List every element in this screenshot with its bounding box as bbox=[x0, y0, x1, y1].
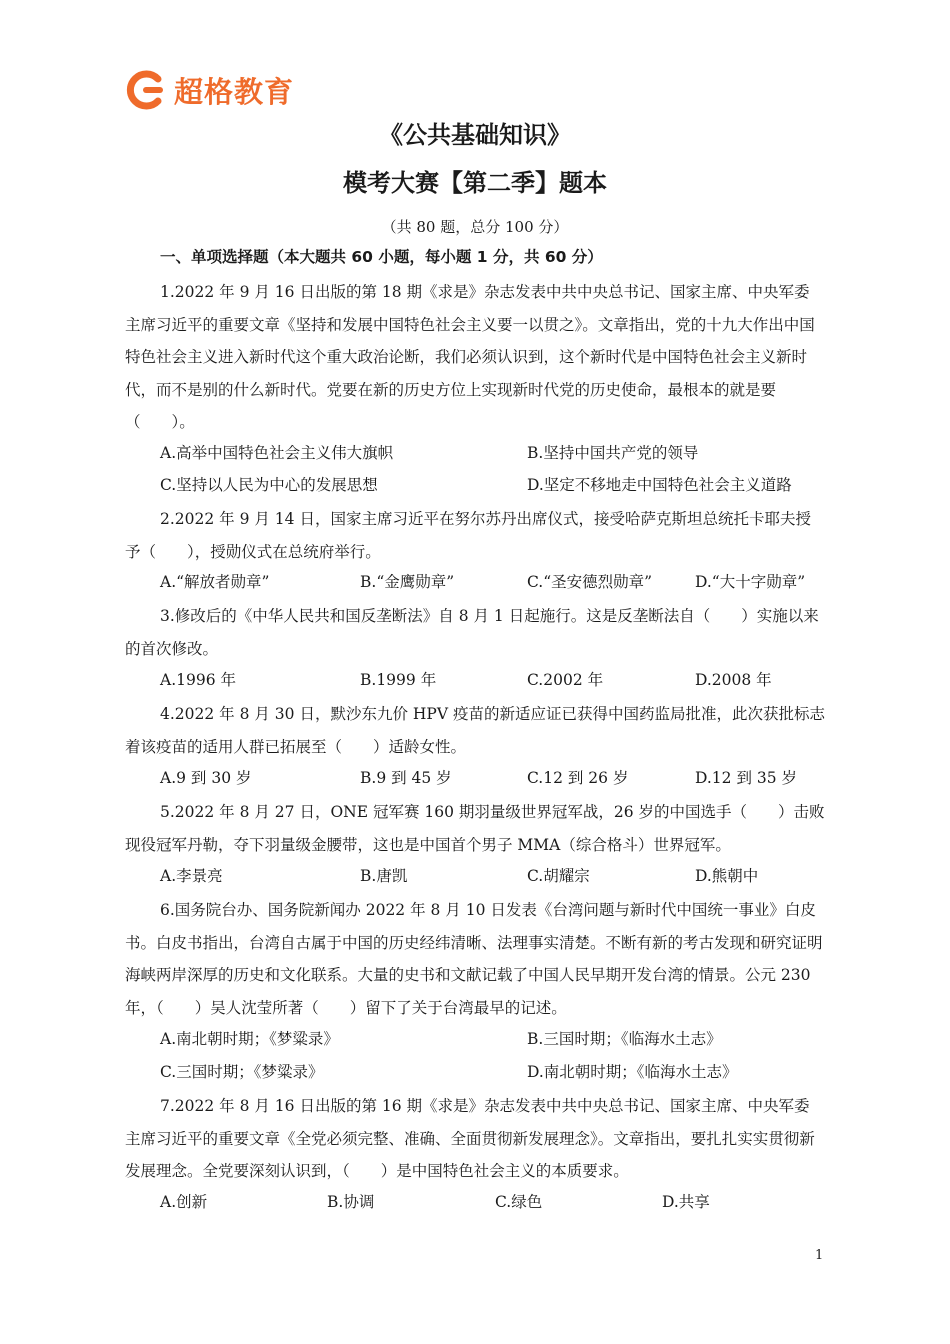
options-row bbox=[160, 861, 840, 891]
question-stem: 4.2022 年 8 月 30 日，默沙东九价 HPV 疫苗的新适应证已获得中国药监局批准，此次获批标志着该疫苗的适用人群已拓展至（ ）适龄女性。 bbox=[125, 705, 825, 756]
option-a: A.高举中国特色社会主义伟大旗帜 bbox=[160, 444, 394, 462]
page-number: 1 bbox=[815, 1248, 824, 1263]
brand-logo bbox=[124, 66, 294, 114]
option-c: C.绿色 bbox=[495, 1193, 543, 1211]
exam-total: （共 80 题，总分 100 分） bbox=[381, 218, 569, 236]
question-4 bbox=[125, 698, 825, 763]
question-3 bbox=[125, 600, 825, 665]
option-d: D.熊朝中 bbox=[695, 867, 759, 885]
brand-name: 超格教育 bbox=[174, 74, 295, 109]
option-d: D.“大十字勋章” bbox=[695, 573, 806, 591]
section-heading: 一、单项选择题（本大题共 60 小题，每小题 1 分，共 60 分） bbox=[160, 248, 603, 266]
option-b: B.协调 bbox=[327, 1193, 375, 1211]
question-stem: 1.2022 年 9 月 16 日出版的第 18 期《求是》杂志发表中共中央总书记、国家主席、中央军委主席习近平的重要文章《坚持和发展中国特色社会主义要一以贯之》。文章指出，党的十九大作出中国特色社会主义进入新时代这个重大政治论断，我们必须认识到，这个新时代是中国特色社会主义新时代，而不是别的什么新时代。党要在新的历史方位上实现新时代党的历史使命，最根本的就是要（ ）。 bbox=[125, 283, 815, 431]
exam-title: 模考大赛【第二季】题本 bbox=[343, 169, 607, 197]
option-c: C.12 到 26 岁 bbox=[527, 769, 629, 787]
options-row bbox=[160, 438, 840, 468]
option-c: C.三国时期；《梦粱录》 bbox=[160, 1063, 324, 1081]
option-d: D.共享 bbox=[662, 1193, 710, 1211]
option-d: D.12 到 35 岁 bbox=[695, 769, 798, 787]
question-5 bbox=[125, 796, 825, 861]
options-row bbox=[160, 763, 840, 793]
option-d: D.南北朝时期；《临海水土志》 bbox=[527, 1063, 738, 1081]
option-a: A.李景亮 bbox=[160, 867, 223, 885]
question-stem: 6.国务院台办、国务院新闻办 2022 年 8 月 10 日发表《台湾问题与新时代中国统一事业》白皮书。白皮书指出，台湾自古属于中国的历史经纬清晰、法理事实清楚。不断有新的考古发现和研究证明海峡两岸深厚的历史和文化联系。大量的史书和文献记载了中国人民早期开发台湾的情景。公元 230 年，（ ）吴人沈莹所著（ ）留下了关于台湾最早的记述。 bbox=[125, 901, 823, 1017]
options-row bbox=[160, 1187, 840, 1217]
option-d: D.坚定不移地走中国特色社会主义道路 bbox=[527, 476, 792, 494]
options-row bbox=[160, 665, 840, 695]
option-b: B.9 到 45 岁 bbox=[360, 769, 452, 787]
option-d: D.2008 年 bbox=[695, 671, 772, 689]
option-b: B.坚持中国共产党的领导 bbox=[527, 444, 699, 462]
brand-g-icon bbox=[124, 70, 168, 110]
option-b: B.“金鹰勋章” bbox=[360, 573, 455, 591]
question-stem: 3.修改后的《中华人民共和国反垄断法》自 8 月 1 日起施行。这是反垄断法自（ ）实施以来的首次修改。 bbox=[125, 607, 819, 658]
options-row bbox=[160, 1024, 840, 1054]
exam-subject-title: 《公共基础知识》 bbox=[379, 121, 571, 149]
question-2 bbox=[125, 503, 825, 568]
option-b: B.唐凯 bbox=[360, 867, 408, 885]
option-a: A.9 到 30 岁 bbox=[160, 769, 252, 787]
option-c: C.坚持以人民为中心的发展思想 bbox=[160, 476, 378, 494]
options-row bbox=[160, 1057, 840, 1087]
option-c: C.胡耀宗 bbox=[527, 867, 590, 885]
question-stem: 7.2022 年 8 月 16 日出版的第 16 期《求是》杂志发表中共中央总书记、国家主席、中央军委主席习近平的重要文章《全党必须完整、准确、全面贯彻新发展理念》。文章指出，要扎扎实实贯彻新发展理念。全党要深刻认识到，（ ）是中国特色社会主义的本质要求。 bbox=[125, 1097, 815, 1180]
option-a: A.1996 年 bbox=[160, 671, 236, 689]
question-7 bbox=[125, 1090, 825, 1188]
question-stem: 5.2022 年 8 月 27 日，ONE 冠军赛 160 期羽量级世界冠军战，26 岁的中国选手（ ）击败现役冠军丹勒，夺下羽量级金腰带，这也是中国首个男子 MMA（综合格斗）世界冠军。 bbox=[125, 803, 825, 854]
option-a: A.“解放者勋章” bbox=[160, 573, 270, 591]
option-a: A.南北朝时期；《梦粱录》 bbox=[160, 1030, 339, 1048]
options-row bbox=[160, 470, 840, 500]
question-1 bbox=[125, 276, 825, 439]
option-b: B.1999 年 bbox=[360, 671, 437, 689]
option-b: B.三国时期；《临海水土志》 bbox=[527, 1030, 722, 1048]
options-row bbox=[160, 567, 840, 597]
question-stem: 2.2022 年 9 月 14 日，国家主席习近平在努尔苏丹出席仪式，接受哈萨克斯坦总统托卡耶夫授予（ ），授勋仪式在总统府举行。 bbox=[125, 510, 811, 561]
option-c: C.2002 年 bbox=[527, 671, 604, 689]
question-6 bbox=[125, 894, 825, 1024]
option-c: C.“圣安德烈勋章” bbox=[527, 573, 653, 591]
option-a: A.创新 bbox=[160, 1193, 208, 1211]
